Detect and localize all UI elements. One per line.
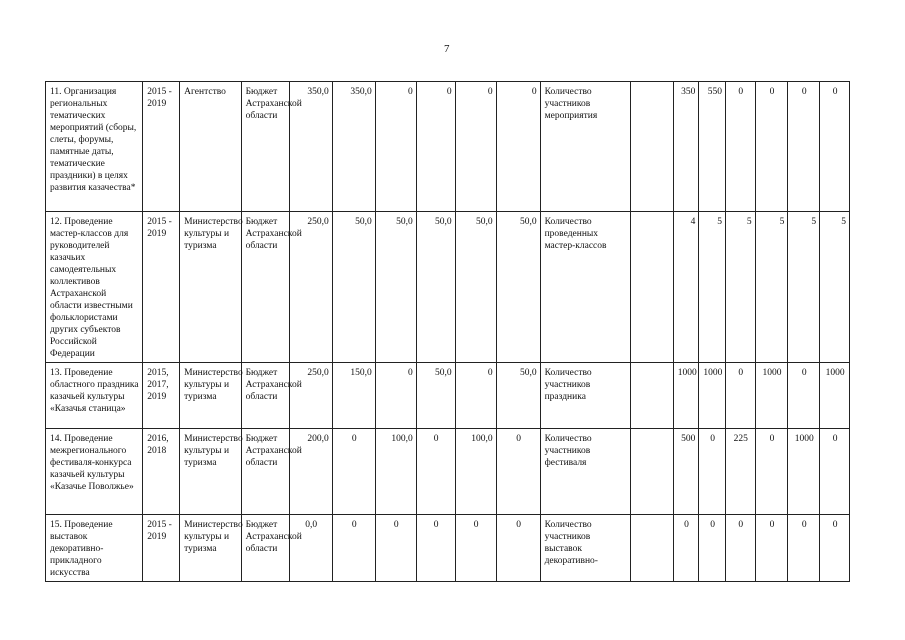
amount-2019-cell: 0 xyxy=(496,515,540,582)
event-cell: 14. Проведение межрегионального фестиваля-конкурса казачьей культуры «Казачье Поволжье» xyxy=(46,429,143,515)
amount-2015-cell: 0 xyxy=(332,515,375,582)
value-2017-cell: 0 xyxy=(755,82,788,212)
amount-2016-cell: 0 xyxy=(375,363,416,429)
years-cell: 2015 - 2019 xyxy=(143,515,180,582)
page-number: 7 xyxy=(444,43,450,55)
source-cell: Бюджет Астраханской области xyxy=(241,82,289,212)
years-cell: 2016, 2018 xyxy=(143,429,180,515)
amount-2018-cell: 0 xyxy=(455,82,496,212)
source-cell: Бюджет Астраханской области xyxy=(241,212,289,363)
value-2014-cell: 350 xyxy=(673,82,699,212)
amount-2018-cell: 100,0 xyxy=(455,429,496,515)
value-2016-cell: 225 xyxy=(725,429,755,515)
amount-2019-cell: 50,0 xyxy=(496,363,540,429)
value-2015-cell: 5 xyxy=(699,212,726,363)
amount-2019-cell: 0 xyxy=(496,82,540,212)
value-2019-cell: 0 xyxy=(820,82,850,212)
executor-cell: Министерство культуры и туризма xyxy=(180,515,241,582)
amount-2018-cell: 0 xyxy=(455,363,496,429)
unit-cell xyxy=(630,429,673,515)
value-2018-cell: 1000 xyxy=(788,429,820,515)
amount-2017-cell: 50,0 xyxy=(416,363,455,429)
value-2014-cell: 1000 xyxy=(673,363,699,429)
years-cell: 2015 - 2019 xyxy=(143,82,180,212)
total-cell: 250,0 xyxy=(289,212,332,363)
value-2019-cell: 5 xyxy=(820,212,850,363)
value-2019-cell: 0 xyxy=(820,429,850,515)
value-2017-cell: 0 xyxy=(755,429,788,515)
amount-2015-cell: 0 xyxy=(332,429,375,515)
years-cell: 2015, 2017, 2019 xyxy=(143,363,180,429)
source-cell: Бюджет Астраханской области xyxy=(241,363,289,429)
indicator-cell: Количество участников мероприятия xyxy=(540,82,630,212)
amount-2019-cell: 0 xyxy=(496,429,540,515)
amount-2015-cell: 150,0 xyxy=(332,363,375,429)
value-2019-cell: 1000 xyxy=(820,363,850,429)
table-row xyxy=(46,515,850,582)
amount-2016-cell: 100,0 xyxy=(375,429,416,515)
value-2016-cell: 0 xyxy=(725,82,755,212)
years-cell: 2015 - 2019 xyxy=(143,212,180,363)
amount-2016-cell: 0 xyxy=(375,82,416,212)
executor-cell: Министерство культуры и туризма xyxy=(180,212,241,363)
amount-2015-cell: 350,0 xyxy=(332,82,375,212)
executor-cell: Министерство культуры и туризма xyxy=(180,363,241,429)
amount-2016-cell: 50,0 xyxy=(375,212,416,363)
executor-cell: Агентство xyxy=(180,82,241,212)
table-row xyxy=(46,82,850,212)
value-2019-cell: 0 xyxy=(820,515,850,582)
indicator-cell: Количество проведенных мастер-классов xyxy=(540,212,630,363)
value-2014-cell: 4 xyxy=(673,212,699,363)
indicator-cell: Количество участников праздника xyxy=(540,363,630,429)
unit-cell xyxy=(630,212,673,363)
amount-2015-cell: 50,0 xyxy=(332,212,375,363)
amount-2016-cell: 0 xyxy=(375,515,416,582)
event-cell: 15. Проведение выставок декоративно-прикладного искусства xyxy=(46,515,143,582)
indicator-cell: Количество участников выставок декоративно- xyxy=(540,515,630,582)
value-2017-cell: 1000 xyxy=(755,363,788,429)
source-cell: Бюджет Астраханской области xyxy=(241,515,289,582)
total-cell: 250,0 xyxy=(289,363,332,429)
table-row xyxy=(46,429,850,515)
value-2015-cell: 1000 xyxy=(699,363,726,429)
table-row xyxy=(46,212,850,363)
amount-2017-cell: 0 xyxy=(416,82,455,212)
unit-cell xyxy=(630,363,673,429)
value-2015-cell: 0 xyxy=(699,515,726,582)
value-2017-cell: 0 xyxy=(755,515,788,582)
value-2016-cell: 0 xyxy=(725,515,755,582)
value-2018-cell: 0 xyxy=(788,82,820,212)
amount-2018-cell: 50,0 xyxy=(455,212,496,363)
value-2016-cell: 5 xyxy=(725,212,755,363)
event-cell: 11. Организация региональных тематических мероприятий (сборы, слеты, форумы, памятные даты, тематические праздники) в целях развития казачества* xyxy=(46,82,143,212)
value-2018-cell: 0 xyxy=(788,363,820,429)
value-2018-cell: 5 xyxy=(788,212,820,363)
amount-2018-cell: 0 xyxy=(455,515,496,582)
total-cell: 0,0 xyxy=(289,515,332,582)
amount-2017-cell: 0 xyxy=(416,515,455,582)
value-2015-cell: 0 xyxy=(699,429,726,515)
value-2016-cell: 0 xyxy=(725,363,755,429)
executor-cell: Министерство культуры и туризма xyxy=(180,429,241,515)
event-cell: 13. Проведение областного праздника казачьей культуры «Казачья станица» xyxy=(46,363,143,429)
unit-cell xyxy=(630,82,673,212)
amount-2019-cell: 50,0 xyxy=(496,212,540,363)
amount-2017-cell: 50,0 xyxy=(416,212,455,363)
value-2017-cell: 5 xyxy=(755,212,788,363)
table-row xyxy=(46,363,850,429)
value-2018-cell: 0 xyxy=(788,515,820,582)
amount-2017-cell: 0 xyxy=(416,429,455,515)
total-cell: 350,0 xyxy=(289,82,332,212)
program-activities-table xyxy=(45,81,850,582)
total-cell: 200,0 xyxy=(289,429,332,515)
value-2014-cell: 500 xyxy=(673,429,699,515)
indicator-cell: Количество участников фестиваля xyxy=(540,429,630,515)
value-2014-cell: 0 xyxy=(673,515,699,582)
value-2015-cell: 550 xyxy=(699,82,726,212)
source-cell: Бюджет Астраханской области xyxy=(241,429,289,515)
event-cell: 12. Проведение мастер-классов для руководителей казачьих самодеятельных коллективов Астраханской области известными фольклористами других субъектов Российской Федерации xyxy=(46,212,143,363)
unit-cell xyxy=(630,515,673,582)
